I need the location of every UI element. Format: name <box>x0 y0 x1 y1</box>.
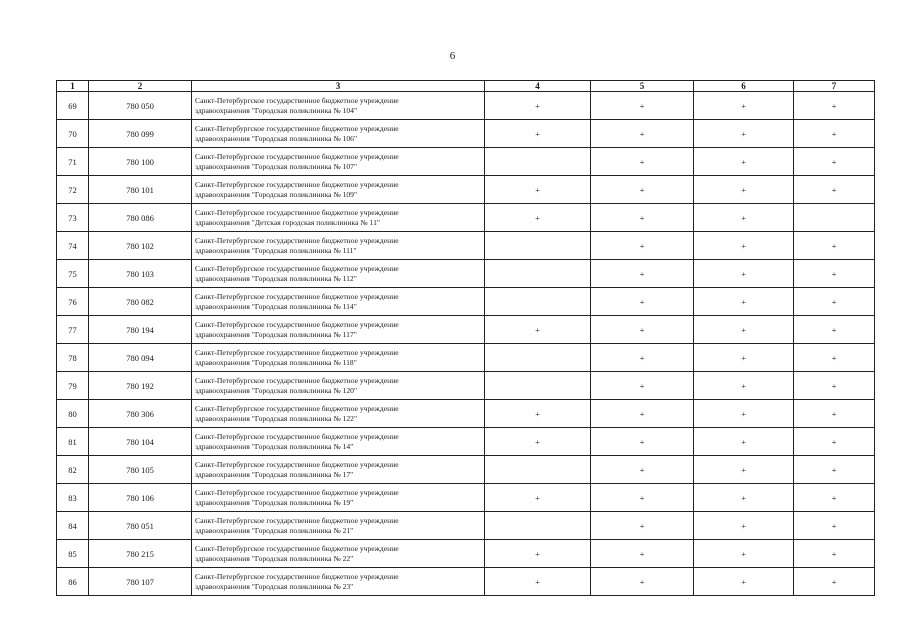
table-row <box>57 148 875 176</box>
institution-code: 780 050 <box>89 92 192 120</box>
mark-col-5: + <box>591 120 694 148</box>
table-row <box>57 176 875 204</box>
institution-name <box>192 148 485 176</box>
institution-name-line-2: здравоохранения "Городская поликлиника № 104" <box>195 105 358 115</box>
institution-name-line-1: Санкт-Петербургское государственное бюджетное учреждение <box>195 432 399 441</box>
mark-col-5: + <box>591 344 694 372</box>
table-body <box>57 92 875 596</box>
mark-col-6: + <box>694 288 794 316</box>
registry-table <box>56 80 875 596</box>
mark-col-7: + <box>794 316 875 344</box>
row-number: 71 <box>57 148 89 176</box>
mark-col-4: + <box>485 316 591 344</box>
row-number: 70 <box>57 120 89 148</box>
institution-code: 780 107 <box>89 568 192 596</box>
mark-col-4: + <box>485 176 591 204</box>
table-row <box>57 204 875 232</box>
mark-col-4: + <box>485 400 591 428</box>
header-cell-1: 1 <box>57 81 89 92</box>
institution-name-line-1: Санкт-Петербургское государственное бюджетное учреждение <box>195 180 399 189</box>
institution-name-line-2: здравоохранения "Городская поликлиника № 111" <box>195 245 357 255</box>
mark-col-7: + <box>794 232 875 260</box>
table-row <box>57 120 875 148</box>
table-row <box>57 372 875 400</box>
mark-col-7: + <box>794 456 875 484</box>
institution-name <box>192 344 485 372</box>
table-row <box>57 428 875 456</box>
mark-col-5: + <box>591 428 694 456</box>
institution-name <box>192 372 485 400</box>
mark-col-7: + <box>794 484 875 512</box>
mark-col-7: + <box>794 176 875 204</box>
mark-col-4 <box>485 512 591 540</box>
institution-name <box>192 92 485 120</box>
mark-col-6: + <box>694 148 794 176</box>
mark-col-6: + <box>694 484 794 512</box>
institution-name-line-2: здравоохранения "Городская поликлиника № 114" <box>195 301 357 311</box>
mark-col-7: + <box>794 148 875 176</box>
mark-col-4: + <box>485 204 591 232</box>
mark-col-7: + <box>794 344 875 372</box>
mark-col-5: + <box>591 316 694 344</box>
institution-name-line-1: Санкт-Петербургское государственное бюджетное учреждение <box>195 208 399 217</box>
header-cell-6: 6 <box>694 81 794 92</box>
institution-name <box>192 316 485 344</box>
row-number: 74 <box>57 232 89 260</box>
mark-col-6: + <box>694 540 794 568</box>
institution-name-line-2: здравоохранения "Городская поликлиника № 120" <box>195 385 358 395</box>
row-number: 86 <box>57 568 89 596</box>
mark-col-5: + <box>591 148 694 176</box>
mark-col-4: + <box>485 120 591 148</box>
mark-col-4 <box>485 456 591 484</box>
mark-col-7: + <box>794 428 875 456</box>
institution-name-line-2: здравоохранения "Городская поликлиника № 112" <box>195 273 357 283</box>
institution-name-line-2: здравоохранения "Городская поликлиника № 17" <box>195 469 354 479</box>
table-row <box>57 540 875 568</box>
row-number: 85 <box>57 540 89 568</box>
row-number: 83 <box>57 484 89 512</box>
institution-name <box>192 484 485 512</box>
mark-col-4 <box>485 288 591 316</box>
row-number: 78 <box>57 344 89 372</box>
institution-code: 780 106 <box>89 484 192 512</box>
mark-col-6: + <box>694 232 794 260</box>
mark-col-7 <box>794 204 875 232</box>
institution-code: 780 082 <box>89 288 192 316</box>
mark-col-5: + <box>591 456 694 484</box>
institution-code: 780 306 <box>89 400 192 428</box>
mark-col-4 <box>485 260 591 288</box>
mark-col-6: + <box>694 316 794 344</box>
institution-name-line-1: Санкт-Петербургское государственное бюджетное учреждение <box>195 488 399 497</box>
page-number: 6 <box>449 50 456 62</box>
mark-col-7: + <box>794 372 875 400</box>
mark-col-5: + <box>591 568 694 596</box>
row-number: 73 <box>57 204 89 232</box>
institution-name-line-1: Санкт-Петербургское государственное бюджетное учреждение <box>195 292 399 301</box>
mark-col-6: + <box>694 372 794 400</box>
mark-col-4 <box>485 232 591 260</box>
institution-name <box>192 204 485 232</box>
mark-col-4 <box>485 148 591 176</box>
institution-name-line-2: здравоохранения "Городская поликлиника № 106" <box>195 133 358 143</box>
row-number: 81 <box>57 428 89 456</box>
institution-name <box>192 120 485 148</box>
row-number: 80 <box>57 400 89 428</box>
institution-name-line-1: Санкт-Петербургское государственное бюджетное учреждение <box>195 124 399 133</box>
institution-code: 780 102 <box>89 232 192 260</box>
institution-name <box>192 400 485 428</box>
institution-code: 780 104 <box>89 428 192 456</box>
row-number: 76 <box>57 288 89 316</box>
mark-col-7: + <box>794 260 875 288</box>
institution-name-line-2: здравоохранения "Городская поликлиника № 14" <box>195 441 354 451</box>
row-number: 82 <box>57 456 89 484</box>
institution-code: 780 215 <box>89 540 192 568</box>
institution-name-line-2: здравоохранения "Городская поликлиника № 118" <box>195 357 357 367</box>
table-row <box>57 288 875 316</box>
mark-col-6: + <box>694 260 794 288</box>
header-cell-7: 7 <box>794 81 875 92</box>
mark-col-5: + <box>591 92 694 120</box>
institution-name <box>192 260 485 288</box>
row-number: 72 <box>57 176 89 204</box>
header-row <box>57 81 875 92</box>
institution-code: 780 051 <box>89 512 192 540</box>
institution-code: 780 194 <box>89 316 192 344</box>
institution-name-line-1: Санкт-Петербургское государственное бюджетное учреждение <box>195 544 399 553</box>
institution-name-line-2: здравоохранения "Городская поликлиника № 109" <box>195 189 358 199</box>
mark-col-4 <box>485 344 591 372</box>
mark-col-6: + <box>694 204 794 232</box>
row-number: 84 <box>57 512 89 540</box>
institution-name-line-1: Санкт-Петербургское государственное бюджетное учреждение <box>195 572 399 581</box>
mark-col-6: + <box>694 512 794 540</box>
mark-col-5: + <box>591 232 694 260</box>
institution-name <box>192 288 485 316</box>
mark-col-7: + <box>794 540 875 568</box>
institution-name-line-1: Санкт-Петербургское государственное бюджетное учреждение <box>195 376 399 385</box>
mark-col-6: + <box>694 344 794 372</box>
institution-name <box>192 540 485 568</box>
institution-name <box>192 456 485 484</box>
mark-col-6: + <box>694 92 794 120</box>
mark-col-4: + <box>485 92 591 120</box>
mark-col-5: + <box>591 288 694 316</box>
institution-code: 780 103 <box>89 260 192 288</box>
header-cell-4: 4 <box>485 81 591 92</box>
institution-code: 780 086 <box>89 204 192 232</box>
header-cell-2: 2 <box>89 81 192 92</box>
mark-col-5: + <box>591 260 694 288</box>
institution-name <box>192 568 485 596</box>
institution-name-line-1: Санкт-Петербургское государственное бюджетное учреждение <box>195 96 399 105</box>
mark-col-7: + <box>794 568 875 596</box>
institution-code: 780 100 <box>89 148 192 176</box>
institution-name-line-2: здравоохранения "Городская поликлиника № 23" <box>195 581 354 591</box>
row-number: 69 <box>57 92 89 120</box>
mark-col-5: + <box>591 540 694 568</box>
header-cell-3: 3 <box>192 81 485 92</box>
header-cell-5: 5 <box>591 81 694 92</box>
mark-col-4: + <box>485 568 591 596</box>
institution-code: 780 192 <box>89 372 192 400</box>
table-row <box>57 512 875 540</box>
institution-name-line-1: Санкт-Петербургское государственное бюджетное учреждение <box>195 236 399 245</box>
institution-code: 780 094 <box>89 344 192 372</box>
mark-col-6: + <box>694 400 794 428</box>
institution-name-line-2: здравоохранения "Детская городская поликлиника № 11" <box>195 217 380 227</box>
institution-name-line-1: Санкт-Петербургское государственное бюджетное учреждение <box>195 460 399 469</box>
table-row <box>57 260 875 288</box>
mark-col-6: + <box>694 456 794 484</box>
institution-name-line-1: Санкт-Петербургское государственное бюджетное учреждение <box>195 404 399 413</box>
table-row <box>57 484 875 512</box>
mark-col-7: + <box>794 120 875 148</box>
mark-col-4: + <box>485 540 591 568</box>
mark-col-6: + <box>694 568 794 596</box>
institution-name-line-2: здравоохранения "Городская поликлиника № 117" <box>195 329 357 339</box>
mark-col-5: + <box>591 372 694 400</box>
institution-code: 780 099 <box>89 120 192 148</box>
institution-name-line-2: здравоохранения "Городская поликлиника № 21" <box>195 525 354 535</box>
mark-col-7: + <box>794 288 875 316</box>
institution-name-line-2: здравоохранения "Городская поликлиника № 22" <box>195 553 354 563</box>
institution-name-line-1: Санкт-Петербургское государственное бюджетное учреждение <box>195 516 399 525</box>
row-number: 75 <box>57 260 89 288</box>
mark-col-5: + <box>591 176 694 204</box>
institution-code: 780 105 <box>89 456 192 484</box>
institution-name <box>192 512 485 540</box>
mark-col-6: + <box>694 120 794 148</box>
mark-col-7: + <box>794 512 875 540</box>
table-row <box>57 344 875 372</box>
mark-col-4: + <box>485 484 591 512</box>
table-row <box>57 400 875 428</box>
table-row <box>57 232 875 260</box>
institution-name <box>192 232 485 260</box>
institution-name-line-2: здравоохранения "Городская поликлиника № 122" <box>195 413 358 423</box>
institution-name-line-2: здравоохранения "Городская поликлиника № 107" <box>195 161 358 171</box>
institution-name-line-1: Санкт-Петербургское государственное бюджетное учреждение <box>195 152 399 161</box>
row-number: 77 <box>57 316 89 344</box>
mark-col-5: + <box>591 512 694 540</box>
mark-col-7: + <box>794 92 875 120</box>
mark-col-5: + <box>591 204 694 232</box>
mark-col-4 <box>485 372 591 400</box>
institution-name <box>192 428 485 456</box>
mark-col-6: + <box>694 176 794 204</box>
institution-name-line-1: Санкт-Петербургское государственное бюджетное учреждение <box>195 348 399 357</box>
mark-col-4: + <box>485 428 591 456</box>
table-row <box>57 316 875 344</box>
mark-col-6: + <box>694 428 794 456</box>
mark-col-5: + <box>591 484 694 512</box>
table-row <box>57 568 875 596</box>
mark-col-5: + <box>591 400 694 428</box>
table-row <box>57 456 875 484</box>
mark-col-7: + <box>794 400 875 428</box>
institution-name-line-1: Санкт-Петербургское государственное бюджетное учреждение <box>195 320 399 329</box>
institution-name <box>192 176 485 204</box>
institution-name-line-1: Санкт-Петербургское государственное бюджетное учреждение <box>195 264 399 273</box>
table-row <box>57 92 875 120</box>
row-number: 79 <box>57 372 89 400</box>
institution-name-line-2: здравоохранения "Городская поликлиника № 19" <box>195 497 354 507</box>
institution-code: 780 101 <box>89 176 192 204</box>
